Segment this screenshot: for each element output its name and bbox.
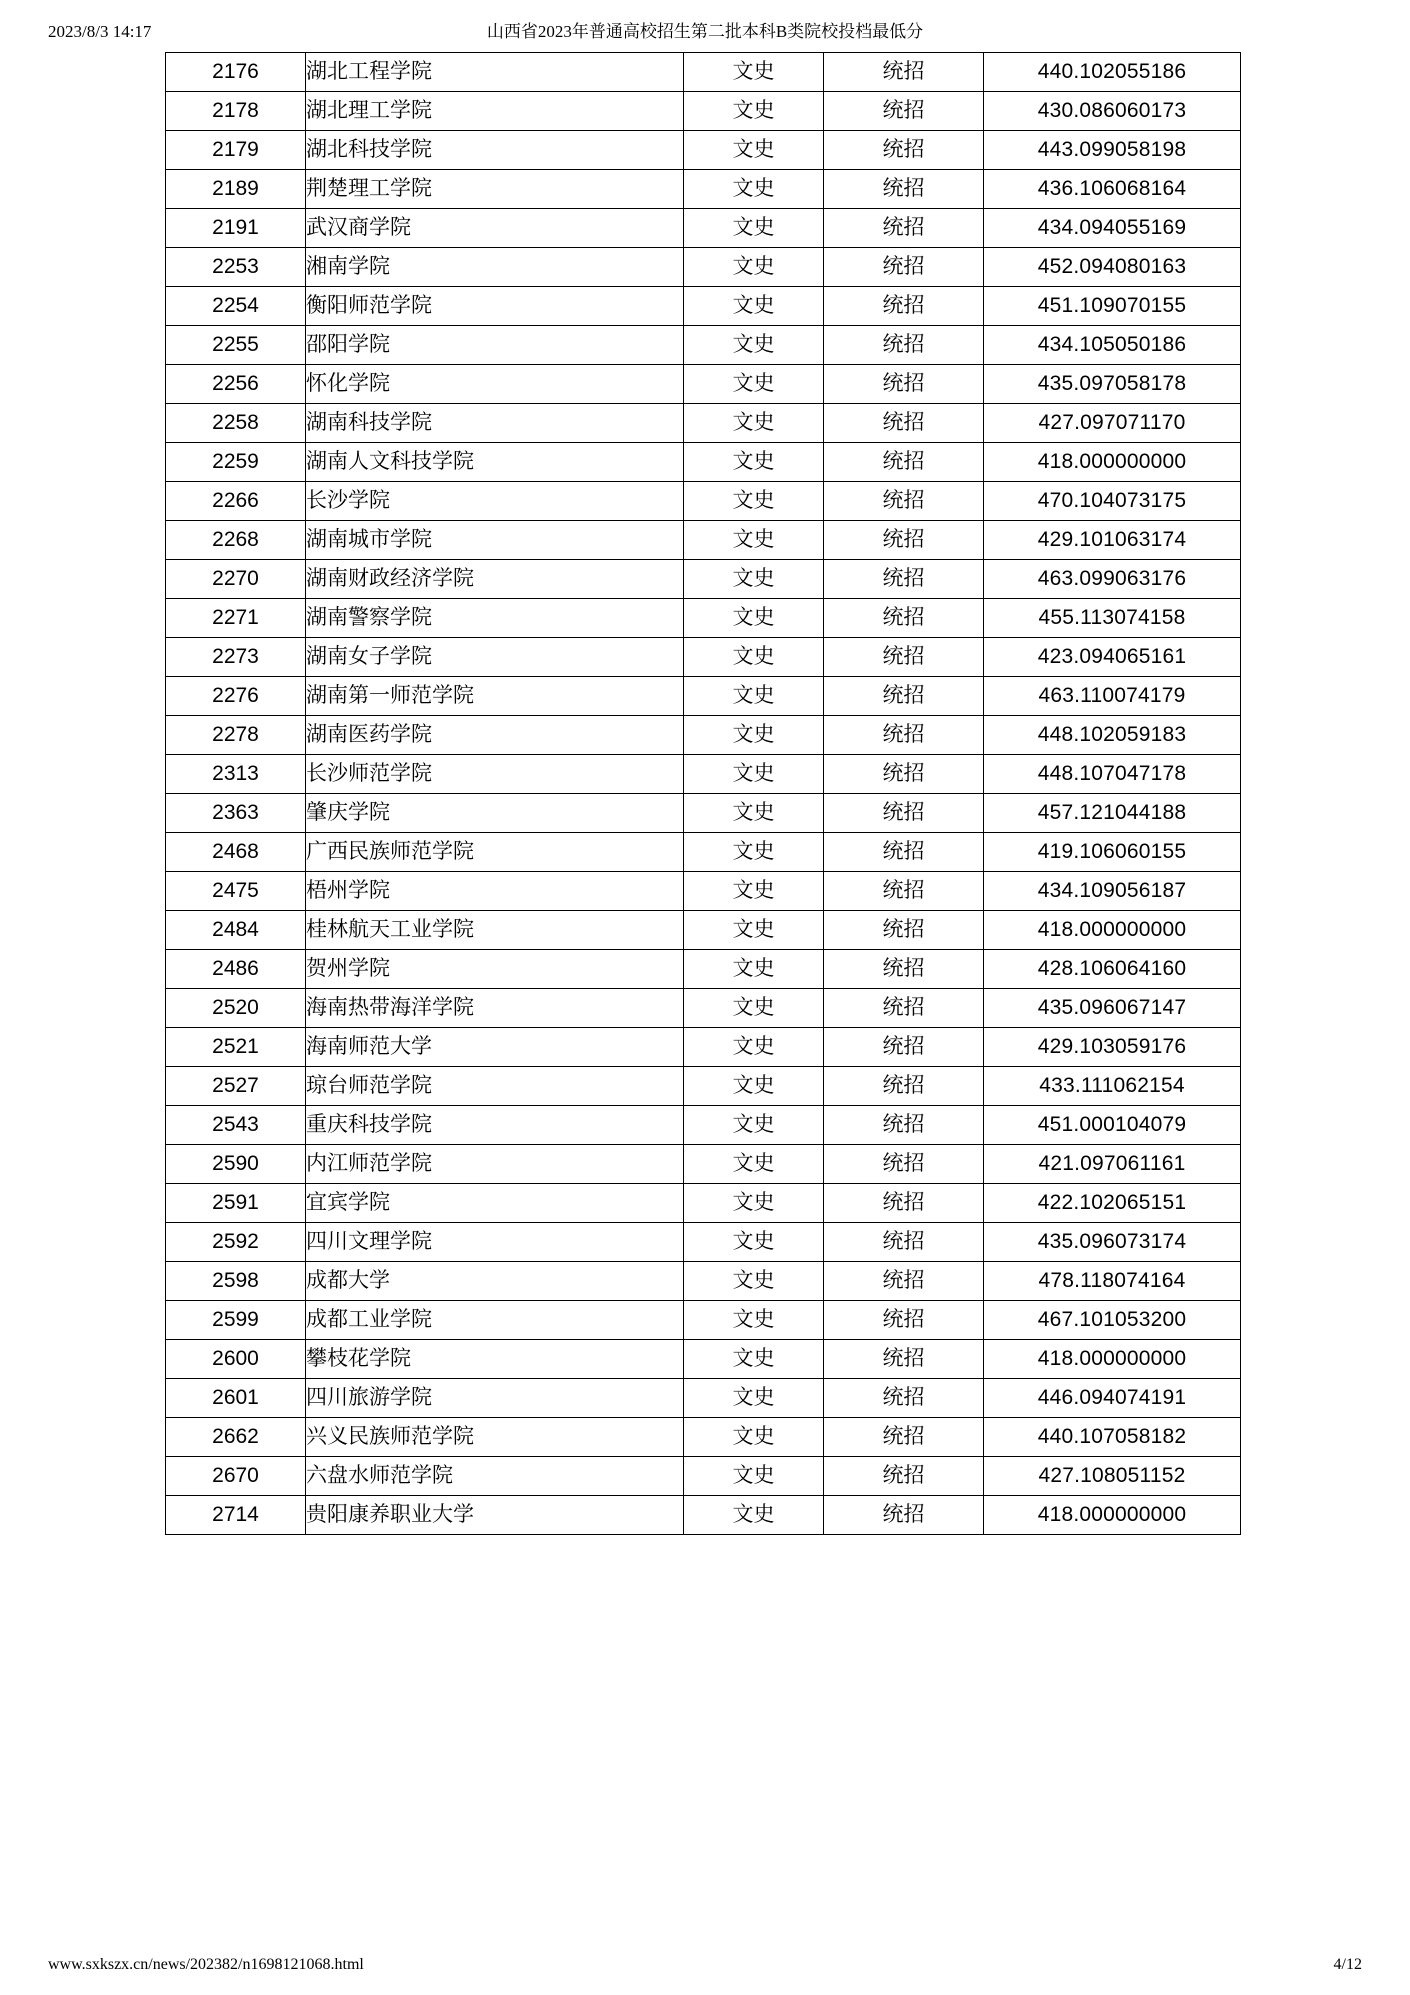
table-row: [166, 599, 1241, 638]
cell-minimum-score: 418.000000000: [984, 1496, 1241, 1535]
cell-institution-name: 宜宾学院: [306, 1184, 684, 1223]
table-row: [166, 1262, 1241, 1301]
cell-institution-code: 2278: [166, 716, 306, 755]
page-footer: [0, 1953, 1410, 1977]
page-number: 4/12: [1333, 1956, 1362, 1973]
cell-institution-name: 湖南警察学院: [306, 599, 684, 638]
admission-score-table: [165, 52, 1241, 1535]
cell-institution-code: 2486: [166, 950, 306, 989]
cell-subject-category: 文史: [684, 1379, 824, 1418]
cell-minimum-score: 434.105050186: [984, 326, 1241, 365]
cell-minimum-score: 430.086060173: [984, 92, 1241, 131]
cell-subject-category: 文史: [684, 443, 824, 482]
cell-institution-code: 2670: [166, 1457, 306, 1496]
cell-institution-code: 2590: [166, 1145, 306, 1184]
table-row: [166, 1418, 1241, 1457]
cell-admission-type: 统招: [824, 209, 984, 248]
cell-minimum-score: 455.113074158: [984, 599, 1241, 638]
cell-subject-category: 文史: [684, 794, 824, 833]
cell-admission-type: 统招: [824, 1028, 984, 1067]
cell-admission-type: 统招: [824, 326, 984, 365]
cell-minimum-score: 429.101063174: [984, 521, 1241, 560]
score-table-container: [165, 52, 1240, 1535]
cell-subject-category: 文史: [684, 1067, 824, 1106]
cell-subject-category: 文史: [684, 599, 824, 638]
cell-institution-name: 湖南女子学院: [306, 638, 684, 677]
cell-subject-category: 文史: [684, 872, 824, 911]
cell-minimum-score: 478.118074164: [984, 1262, 1241, 1301]
cell-admission-type: 统招: [824, 92, 984, 131]
cell-minimum-score: 451.109070155: [984, 287, 1241, 326]
cell-minimum-score: 435.096073174: [984, 1223, 1241, 1262]
table-row: [166, 755, 1241, 794]
cell-minimum-score: 418.000000000: [984, 911, 1241, 950]
table-row: [166, 794, 1241, 833]
cell-minimum-score: 428.106064160: [984, 950, 1241, 989]
cell-institution-name: 衡阳师范学院: [306, 287, 684, 326]
table-row: [166, 209, 1241, 248]
cell-admission-type: 统招: [824, 482, 984, 521]
cell-subject-category: 文史: [684, 326, 824, 365]
cell-subject-category: 文史: [684, 638, 824, 677]
cell-subject-category: 文史: [684, 1223, 824, 1262]
cell-institution-name: 湖南人文科技学院: [306, 443, 684, 482]
table-row: [166, 1301, 1241, 1340]
cell-institution-name: 桂林航天工业学院: [306, 911, 684, 950]
cell-minimum-score: 448.102059183: [984, 716, 1241, 755]
cell-institution-name: 湖南科技学院: [306, 404, 684, 443]
cell-institution-code: 2527: [166, 1067, 306, 1106]
cell-minimum-score: 418.000000000: [984, 1340, 1241, 1379]
cell-minimum-score: 452.094080163: [984, 248, 1241, 287]
cell-institution-name: 琼台师范学院: [306, 1067, 684, 1106]
table-row: [166, 1379, 1241, 1418]
cell-institution-code: 2521: [166, 1028, 306, 1067]
table-row: [166, 248, 1241, 287]
cell-admission-type: 统招: [824, 1301, 984, 1340]
cell-subject-category: 文史: [684, 287, 824, 326]
cell-institution-code: 2255: [166, 326, 306, 365]
page-title: 山西省2023年普通高校招生第二批本科B类院校投档最低分: [486, 22, 924, 41]
cell-minimum-score: 457.121044188: [984, 794, 1241, 833]
cell-minimum-score: 451.000104079: [984, 1106, 1241, 1145]
cell-subject-category: 文史: [684, 950, 824, 989]
cell-institution-code: 2271: [166, 599, 306, 638]
cell-minimum-score: 446.094074191: [984, 1379, 1241, 1418]
cell-institution-name: 肇庆学院: [306, 794, 684, 833]
cell-institution-code: 2714: [166, 1496, 306, 1535]
cell-institution-code: 2266: [166, 482, 306, 521]
cell-institution-code: 2273: [166, 638, 306, 677]
table-row: [166, 716, 1241, 755]
cell-institution-name: 武汉商学院: [306, 209, 684, 248]
source-url: www.sxkszx.cn/news/202382/n1698121068.html: [48, 1956, 364, 1973]
cell-institution-code: 2599: [166, 1301, 306, 1340]
cell-admission-type: 统招: [824, 443, 984, 482]
table-row: [166, 677, 1241, 716]
table-row: [166, 989, 1241, 1028]
cell-subject-category: 文史: [684, 404, 824, 443]
cell-institution-code: 2176: [166, 53, 306, 92]
cell-admission-type: 统招: [824, 287, 984, 326]
table-row: [166, 872, 1241, 911]
cell-institution-name: 长沙师范学院: [306, 755, 684, 794]
table-row: [166, 1457, 1241, 1496]
page-header: [0, 18, 1410, 46]
table-row: [166, 287, 1241, 326]
cell-institution-name: 荆楚理工学院: [306, 170, 684, 209]
cell-institution-code: 2268: [166, 521, 306, 560]
cell-institution-name: 海南热带海洋学院: [306, 989, 684, 1028]
cell-institution-name: 重庆科技学院: [306, 1106, 684, 1145]
cell-minimum-score: 419.106060155: [984, 833, 1241, 872]
cell-subject-category: 文史: [684, 1184, 824, 1223]
table-row: [166, 1223, 1241, 1262]
cell-institution-code: 2179: [166, 131, 306, 170]
cell-admission-type: 统招: [824, 1262, 984, 1301]
cell-minimum-score: 463.110074179: [984, 677, 1241, 716]
cell-admission-type: 统招: [824, 248, 984, 287]
cell-institution-name: 邵阳学院: [306, 326, 684, 365]
cell-admission-type: 统招: [824, 1223, 984, 1262]
cell-institution-code: 2484: [166, 911, 306, 950]
cell-admission-type: 统招: [824, 1145, 984, 1184]
cell-minimum-score: 435.096067147: [984, 989, 1241, 1028]
cell-minimum-score: 429.103059176: [984, 1028, 1241, 1067]
cell-subject-category: 文史: [684, 1418, 824, 1457]
cell-institution-name: 梧州学院: [306, 872, 684, 911]
cell-institution-code: 2592: [166, 1223, 306, 1262]
cell-institution-name: 成都工业学院: [306, 1301, 684, 1340]
cell-institution-code: 2189: [166, 170, 306, 209]
cell-admission-type: 统招: [824, 1457, 984, 1496]
cell-subject-category: 文史: [684, 1457, 824, 1496]
cell-subject-category: 文史: [684, 716, 824, 755]
cell-institution-name: 海南师范大学: [306, 1028, 684, 1067]
cell-institution-code: 2600: [166, 1340, 306, 1379]
table-row: [166, 53, 1241, 92]
table-row: [166, 1184, 1241, 1223]
cell-minimum-score: 443.099058198: [984, 131, 1241, 170]
cell-institution-code: 2598: [166, 1262, 306, 1301]
cell-minimum-score: 434.094055169: [984, 209, 1241, 248]
cell-subject-category: 文史: [684, 1262, 824, 1301]
cell-minimum-score: 436.106068164: [984, 170, 1241, 209]
cell-admission-type: 统招: [824, 131, 984, 170]
cell-institution-name: 成都大学: [306, 1262, 684, 1301]
cell-subject-category: 文史: [684, 989, 824, 1028]
cell-institution-name: 湖北理工学院: [306, 92, 684, 131]
cell-institution-name: 湖南医药学院: [306, 716, 684, 755]
table-row: [166, 833, 1241, 872]
cell-minimum-score: 427.097071170: [984, 404, 1241, 443]
cell-admission-type: 统招: [824, 521, 984, 560]
cell-institution-name: 湖南城市学院: [306, 521, 684, 560]
table-row: [166, 326, 1241, 365]
cell-admission-type: 统招: [824, 833, 984, 872]
cell-subject-category: 文史: [684, 365, 824, 404]
cell-institution-code: 2256: [166, 365, 306, 404]
table-row: [166, 1028, 1241, 1067]
cell-institution-name: 内江师范学院: [306, 1145, 684, 1184]
cell-admission-type: 统招: [824, 638, 984, 677]
cell-institution-name: 湖南财政经济学院: [306, 560, 684, 599]
cell-admission-type: 统招: [824, 404, 984, 443]
table-row: [166, 1106, 1241, 1145]
cell-admission-type: 统招: [824, 1418, 984, 1457]
cell-admission-type: 统招: [824, 755, 984, 794]
cell-institution-name: 贺州学院: [306, 950, 684, 989]
table-row: [166, 1340, 1241, 1379]
cell-subject-category: 文史: [684, 53, 824, 92]
cell-subject-category: 文史: [684, 755, 824, 794]
header-timestamp: 2023/8/3 14:17: [48, 22, 152, 41]
cell-admission-type: 统招: [824, 794, 984, 833]
cell-institution-name: 怀化学院: [306, 365, 684, 404]
cell-minimum-score: 421.097061161: [984, 1145, 1241, 1184]
cell-admission-type: 统招: [824, 170, 984, 209]
cell-minimum-score: 463.099063176: [984, 560, 1241, 599]
cell-admission-type: 统招: [824, 677, 984, 716]
table-row: [166, 521, 1241, 560]
cell-admission-type: 统招: [824, 1184, 984, 1223]
cell-institution-name: 湖北科技学院: [306, 131, 684, 170]
cell-admission-type: 统招: [824, 560, 984, 599]
cell-institution-name: 六盘水师范学院: [306, 1457, 684, 1496]
cell-minimum-score: 435.097058178: [984, 365, 1241, 404]
cell-institution-name: 四川旅游学院: [306, 1379, 684, 1418]
cell-institution-name: 长沙学院: [306, 482, 684, 521]
cell-subject-category: 文史: [684, 482, 824, 521]
cell-subject-category: 文史: [684, 560, 824, 599]
table-row: [166, 638, 1241, 677]
table-row: [166, 950, 1241, 989]
table-body: [166, 53, 1241, 1535]
cell-subject-category: 文史: [684, 1106, 824, 1145]
cell-subject-category: 文史: [684, 131, 824, 170]
cell-minimum-score: 423.094065161: [984, 638, 1241, 677]
cell-subject-category: 文史: [684, 1496, 824, 1535]
cell-institution-code: 2258: [166, 404, 306, 443]
cell-institution-code: 2662: [166, 1418, 306, 1457]
table-row: [166, 911, 1241, 950]
cell-subject-category: 文史: [684, 248, 824, 287]
cell-minimum-score: 427.108051152: [984, 1457, 1241, 1496]
cell-institution-code: 2591: [166, 1184, 306, 1223]
table-row: [166, 131, 1241, 170]
cell-admission-type: 统招: [824, 716, 984, 755]
cell-institution-code: 2178: [166, 92, 306, 131]
cell-admission-type: 统招: [824, 1106, 984, 1145]
cell-institution-code: 2520: [166, 989, 306, 1028]
cell-minimum-score: 433.111062154: [984, 1067, 1241, 1106]
cell-institution-name: 四川文理学院: [306, 1223, 684, 1262]
cell-institution-code: 2475: [166, 872, 306, 911]
cell-subject-category: 文史: [684, 1028, 824, 1067]
cell-minimum-score: 440.107058182: [984, 1418, 1241, 1457]
cell-admission-type: 统招: [824, 1379, 984, 1418]
cell-admission-type: 统招: [824, 989, 984, 1028]
table-row: [166, 170, 1241, 209]
cell-subject-category: 文史: [684, 1301, 824, 1340]
cell-minimum-score: 418.000000000: [984, 443, 1241, 482]
cell-subject-category: 文史: [684, 911, 824, 950]
cell-minimum-score: 448.107047178: [984, 755, 1241, 794]
cell-admission-type: 统招: [824, 1067, 984, 1106]
cell-subject-category: 文史: [684, 521, 824, 560]
cell-institution-code: 2313: [166, 755, 306, 794]
cell-admission-type: 统招: [824, 599, 984, 638]
cell-institution-code: 2253: [166, 248, 306, 287]
cell-subject-category: 文史: [684, 1145, 824, 1184]
cell-admission-type: 统招: [824, 1340, 984, 1379]
cell-admission-type: 统招: [824, 911, 984, 950]
cell-minimum-score: 422.102065151: [984, 1184, 1241, 1223]
cell-institution-name: 湖北工程学院: [306, 53, 684, 92]
cell-minimum-score: 440.102055186: [984, 53, 1241, 92]
cell-institution-code: 2543: [166, 1106, 306, 1145]
cell-institution-name: 湘南学院: [306, 248, 684, 287]
cell-minimum-score: 467.101053200: [984, 1301, 1241, 1340]
cell-minimum-score: 434.109056187: [984, 872, 1241, 911]
cell-subject-category: 文史: [684, 92, 824, 131]
cell-institution-name: 兴义民族师范学院: [306, 1418, 684, 1457]
table-row: [166, 560, 1241, 599]
cell-admission-type: 统招: [824, 365, 984, 404]
cell-institution-code: 2191: [166, 209, 306, 248]
table-row: [166, 365, 1241, 404]
cell-institution-code: 2601: [166, 1379, 306, 1418]
table-row: [166, 1067, 1241, 1106]
table-row: [166, 92, 1241, 131]
cell-institution-code: 2276: [166, 677, 306, 716]
cell-subject-category: 文史: [684, 1340, 824, 1379]
table-row: [166, 482, 1241, 521]
table-row: [166, 1145, 1241, 1184]
table-row: [166, 404, 1241, 443]
cell-admission-type: 统招: [824, 53, 984, 92]
cell-institution-code: 2270: [166, 560, 306, 599]
table-row: [166, 443, 1241, 482]
cell-subject-category: 文史: [684, 170, 824, 209]
cell-minimum-score: 470.104073175: [984, 482, 1241, 521]
cell-admission-type: 统招: [824, 1496, 984, 1535]
table-row: [166, 1496, 1241, 1535]
cell-institution-name: 贵阳康养职业大学: [306, 1496, 684, 1535]
cell-admission-type: 统招: [824, 950, 984, 989]
cell-subject-category: 文史: [684, 833, 824, 872]
cell-subject-category: 文史: [684, 677, 824, 716]
cell-subject-category: 文史: [684, 209, 824, 248]
cell-institution-code: 2468: [166, 833, 306, 872]
cell-institution-name: 广西民族师范学院: [306, 833, 684, 872]
cell-institution-name: 湖南第一师范学院: [306, 677, 684, 716]
cell-institution-name: 攀枝花学院: [306, 1340, 684, 1379]
cell-institution-code: 2254: [166, 287, 306, 326]
cell-admission-type: 统招: [824, 872, 984, 911]
cell-institution-code: 2259: [166, 443, 306, 482]
cell-institution-code: 2363: [166, 794, 306, 833]
